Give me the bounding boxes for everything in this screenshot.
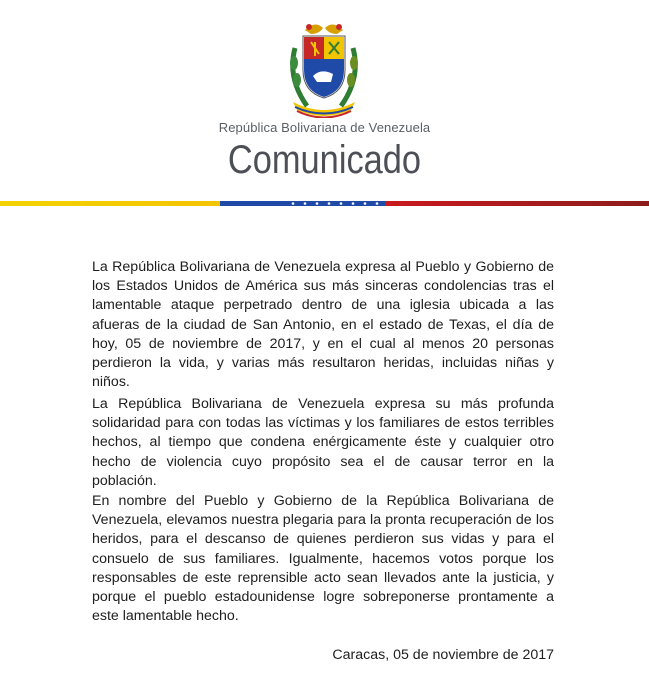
country-name: República Bolivariana de Venezuela	[218, 120, 431, 135]
paragraph-solidarity: La República Bolivariana de Venezuela expresa su más profunda solidaridad para con todas las víctimas y los familiares de estos terribles hechos, al tiempo que condena enérgicamente éste y cualquier otro hecho de violencia cuyo propósito sea el de causar terror en la población.	[92, 396, 554, 489]
letterhead	[0, 0, 649, 206]
coat-of-arms-icon	[285, 18, 363, 118]
paragraph-prayer: En nombre del Pueblo y Gobierno de la República Bolivariana de Venezuela, elevamos nuestra plegaria para la pronta recuperación de los heridos, para el descanso de quienes perdieron sus vidas y para el consuelo de sus familiares. Igualmente, hacemos votos porque los responsables de este reprensible acto sean llevados ante la justicia, y porque el pueblo estadounidense logre sobreponerse prontamente a este lamentable hecho.	[92, 493, 554, 625]
stars-icon	[285, 200, 385, 207]
place-date-signature: Caracas, 05 de noviembre de 2017	[332, 647, 554, 663]
paragraph-condolences: La República Bolivariana de Venezuela expresa al Pueblo y Gobierno de los Estados Unidos de América sus más sinceras condolencias tras el lamentable ataque perpetrado dentro de una iglesia ubicada a las afueras de la ciudad de San Antonio, en el estado de Texas, el día de hoy, 05 de noviembre de 2017, y en el cual al menos 20 personas perdieron la vida, y varias más resultaron heridas, incluidas niñas y niños.	[92, 259, 554, 391]
flag-yellow-band	[0, 201, 220, 206]
page-title: Comunicado	[227, 138, 422, 182]
flag-strip	[0, 200, 649, 208]
flag-red-band	[385, 201, 649, 206]
